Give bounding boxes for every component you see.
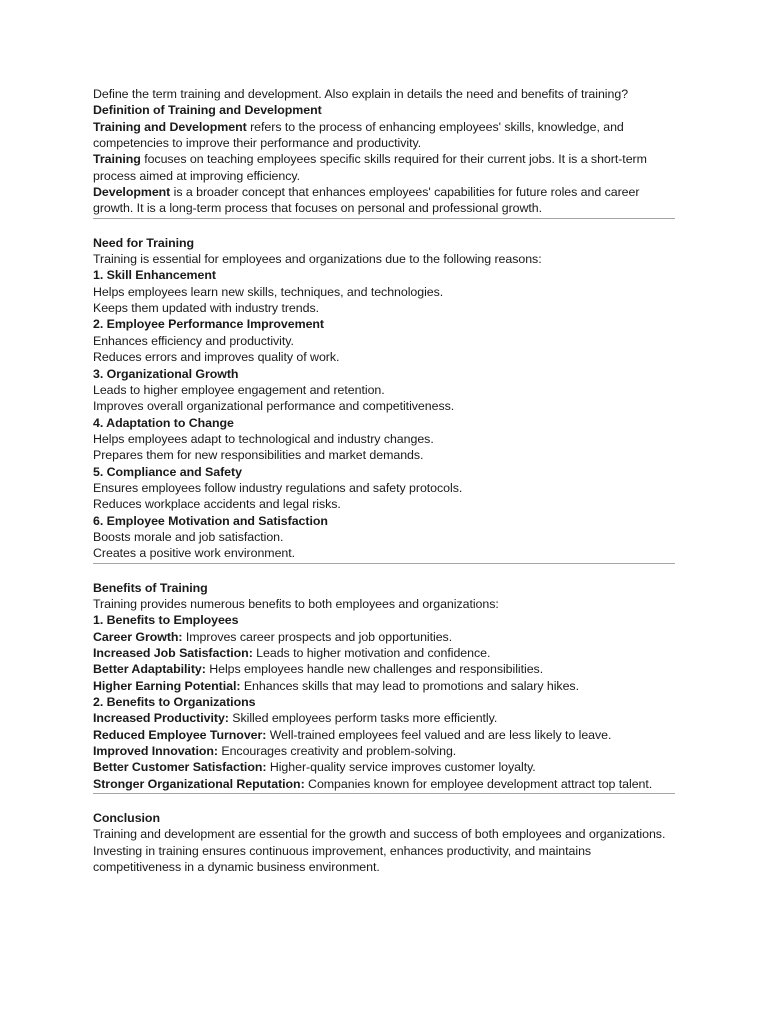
benefits-heading: Benefits of Training (93, 580, 208, 595)
need-item-line: Keeps them updated with industry trends. (93, 301, 319, 316)
benefit-item: Increased Productivity: Skilled employees perform tasks more efficiently. (93, 711, 498, 726)
benefits-employees-heading: 1. Benefits to Employees (93, 613, 239, 628)
need-item-line: Helps employees learn new skills, techniques, and technologies. (93, 284, 444, 299)
need-item-line: Leads to higher employee engagement and retention. (93, 382, 385, 397)
need-item-line: Ensures employees follow industry regulations and safety protocols. (93, 480, 463, 495)
need-item-line: Creates a positive work environment. (93, 546, 296, 561)
need-item-line: Enhances efficiency and productivity. (93, 333, 294, 348)
benefit-item: Career Growth: Improves career prospects and job opportunities. (93, 629, 453, 644)
definition-development-paragraph (93, 184, 675, 217)
question-text: Define the term training and development. Also explain in details the need and benefits of training? (93, 87, 629, 101)
section-divider (93, 218, 675, 219)
development-term: Development (93, 185, 171, 200)
benefit-item: Better Customer Satisfaction: Higher-quality service improves customer loyalty. (93, 760, 536, 775)
benefit-item: Stronger Organizational Reputation: Companies known for employee development attract top talent. (93, 776, 653, 791)
need-item-line: Reduces workplace accidents and legal risks. (93, 497, 341, 512)
section-divider (93, 563, 675, 564)
td-term: Training and Development (93, 119, 247, 134)
need-item-title: 5. Compliance and Safety (93, 464, 242, 479)
training-text: focuses on teaching employees specific skills required for their current jobs. It is a short-term process aimed at improving efficiency. (93, 152, 647, 183)
benefit-item: Improved Innovation: Encourages creativity and problem-solving. (93, 744, 457, 759)
need-item-title: 1. Skill Enhancement (93, 268, 216, 283)
need-item-line: Reduces errors and improves quality of work. (93, 350, 340, 365)
benefit-item: Reduced Employee Turnover: Well-trained employees feel valued and are less likely to leave. (93, 727, 612, 742)
section-divider (93, 793, 675, 794)
training-term: Training (93, 152, 141, 167)
development-text: is a broader concept that enhances employees' capabilities for future roles and career growth. It is a long-term process that focuses on personal and professional growth. (93, 185, 640, 216)
need-item-title: 2. Employee Performance Improvement (93, 317, 325, 332)
need-item-title: 6. Employee Motivation and Satisfaction (93, 513, 328, 528)
need-heading: Need for Training (93, 235, 195, 250)
definition-heading: Definition of Training and Development (93, 103, 322, 118)
need-item-line: Helps employees adapt to technological and industry changes. (93, 431, 434, 446)
benefit-item: Increased Job Satisfaction: Leads to higher motivation and confidence. (93, 646, 491, 660)
need-item-line: Boosts morale and job satisfaction. (93, 529, 284, 544)
need-item-title: 4. Adaptation to Change (93, 415, 234, 430)
definition-training-paragraph (93, 151, 675, 184)
benefit-item: Higher Earning Potential: Enhances skills that may lead to promotions and salary hikes. (93, 678, 579, 693)
need-item-line: Improves overall organizational performance and competitiveness. (93, 399, 455, 414)
conclusion-text: Training and development are essential for the growth and success of both employees and organizations. Investing in training ensures continuous improvement, enhances productivity, and maintains competitiveness in a dynamic business environment. (93, 827, 666, 875)
td-text: refers to the process of enhancing employees' skills, knowledge, and competencies to improve their performance and productivity. (93, 119, 624, 151)
definition-td-paragraph (93, 119, 675, 152)
need-item-title: 3. Organizational Growth (93, 366, 239, 381)
need-intro: Training is essential for employees and organizations due to the following reasons: (93, 252, 542, 267)
need-item-line: Prepares them for new responsibilities and market demands. (93, 448, 424, 463)
conclusion-heading: Conclusion (93, 811, 160, 826)
benefits-intro: Training provides numerous benefits to both employees and organizations: (93, 596, 499, 611)
benefits-organizations-heading: 2. Benefits to Organizations (93, 695, 256, 710)
benefit-item: Better Adaptability: Helps employees handle new challenges and responsibilities. (93, 662, 544, 677)
document-body (93, 86, 675, 875)
